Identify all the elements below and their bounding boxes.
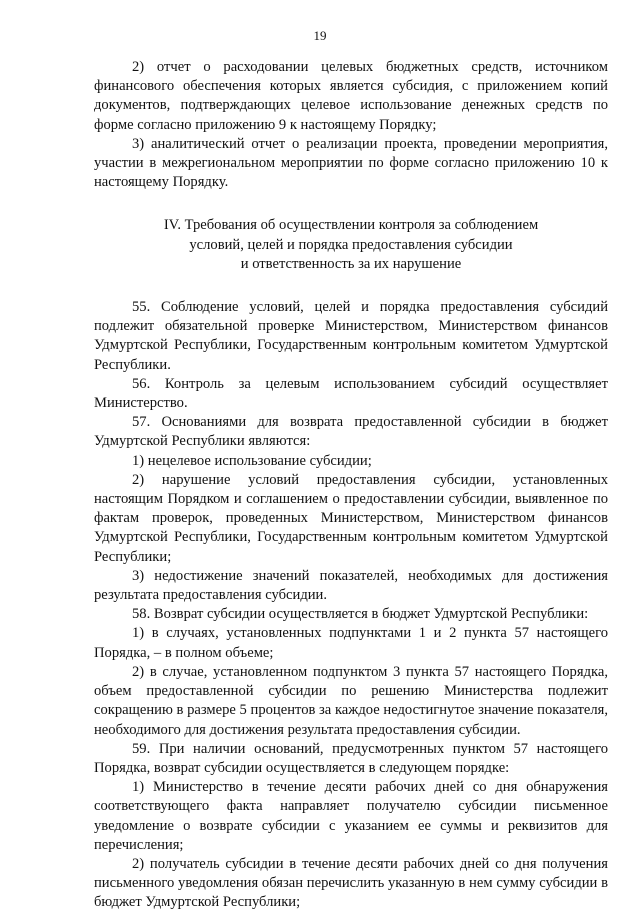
paragraph-58-item-2: 2) в случае, установленном подпунктом 3 пункта 57 настоящего Порядка, объем предоставленной субсидии по решению Министерства подлежит сокращению в размере 5 процентов за каждое недостигнутое значение показателя, необходимого для достижения результата предоставления субсидии. (94, 663, 608, 738)
document-body (94, 58, 608, 913)
paragraph-report-expenditure: 2) отчет о расходовании целевых бюджетных средств, источником финансового обеспечения которых является субсидия, с приложением копий документов, подтверждающих целевое использование денежных средств по форме согласно приложению 9 к настоящему Порядку; (94, 59, 608, 133)
paragraph-57: 57. Основаниями для возврата предоставленной субсидии в бюджет Удмуртской Республики являются: (94, 414, 608, 450)
paragraph-59-item-2: 2) получатель субсидии в течение десяти рабочих дней со дня получения письменного уведомления обязан перечислить указанную в нем сумму субсидии в бюджет Удмуртской Республики; (94, 855, 608, 911)
section-heading (94, 216, 608, 274)
paragraph-59-item-1: 1) Министерство в течение десяти рабочих дней со дня обнаружения соответствующего факта направляет получателю субсидии письменное уведомление о возврате субсидии с указанием ее суммы и реквизитов для перечисления; (94, 779, 608, 853)
paragraph-57-item-1: 1) нецелевое использование субсидии; (132, 452, 372, 469)
page-number: 19 (313, 28, 327, 43)
paragraph-58-item-1: 1) в случаях, установленных подпунктами 1 и 2 пункта 57 настоящего Порядка, – в полном объеме; (94, 625, 608, 661)
paragraph-56: 56. Контроль за целевым использованием субсидий осуществляет Министерство. (94, 375, 608, 412)
section-heading-line: условий, целей и порядка предоставления субсидии (189, 236, 513, 253)
paragraph-58: 58. Возврат субсидии осуществляется в бюджет Удмуртской Республики: (132, 606, 589, 623)
paragraph-57-item-3: 3) недостижение значений показателей, необходимых для достижения результата предоставления субсидии. (94, 567, 608, 604)
section-heading-line: и ответственность за их нарушение (240, 255, 462, 272)
paragraph-analytical-report: 3) аналитический отчет о реализации проекта, проведении мероприятия, участии в межрегиональном мероприятии по форме согласно приложению 10 к настоящему Порядку. (94, 135, 608, 191)
section-heading-line: IV. Требования об осуществлении контроля за соблюдением (163, 217, 539, 234)
paragraph-57-item-2: 2) нарушение условий предоставления субсидии, установленных настоящим Порядком и соглашением о предоставлении субсидии, выявленное по фактам проверок, проведенных Министерством, Министерством финансов Удмуртской Республики, Государственным контрольным комитетом Удмуртской Республики; (94, 471, 608, 565)
paragraph-55: 55. Соблюдение условий, целей и порядка предоставления субсидий подлежит обязательной проверке Министерством, Министерством финансов Удмуртской Республики, Государственным контрольным комитетом Удмуртской Республики. (94, 299, 608, 373)
paragraph-59: 59. При наличии оснований, предусмотренных пунктом 57 настоящего Порядка, возврат субсидии осуществляется в следующем порядке: (94, 740, 608, 776)
